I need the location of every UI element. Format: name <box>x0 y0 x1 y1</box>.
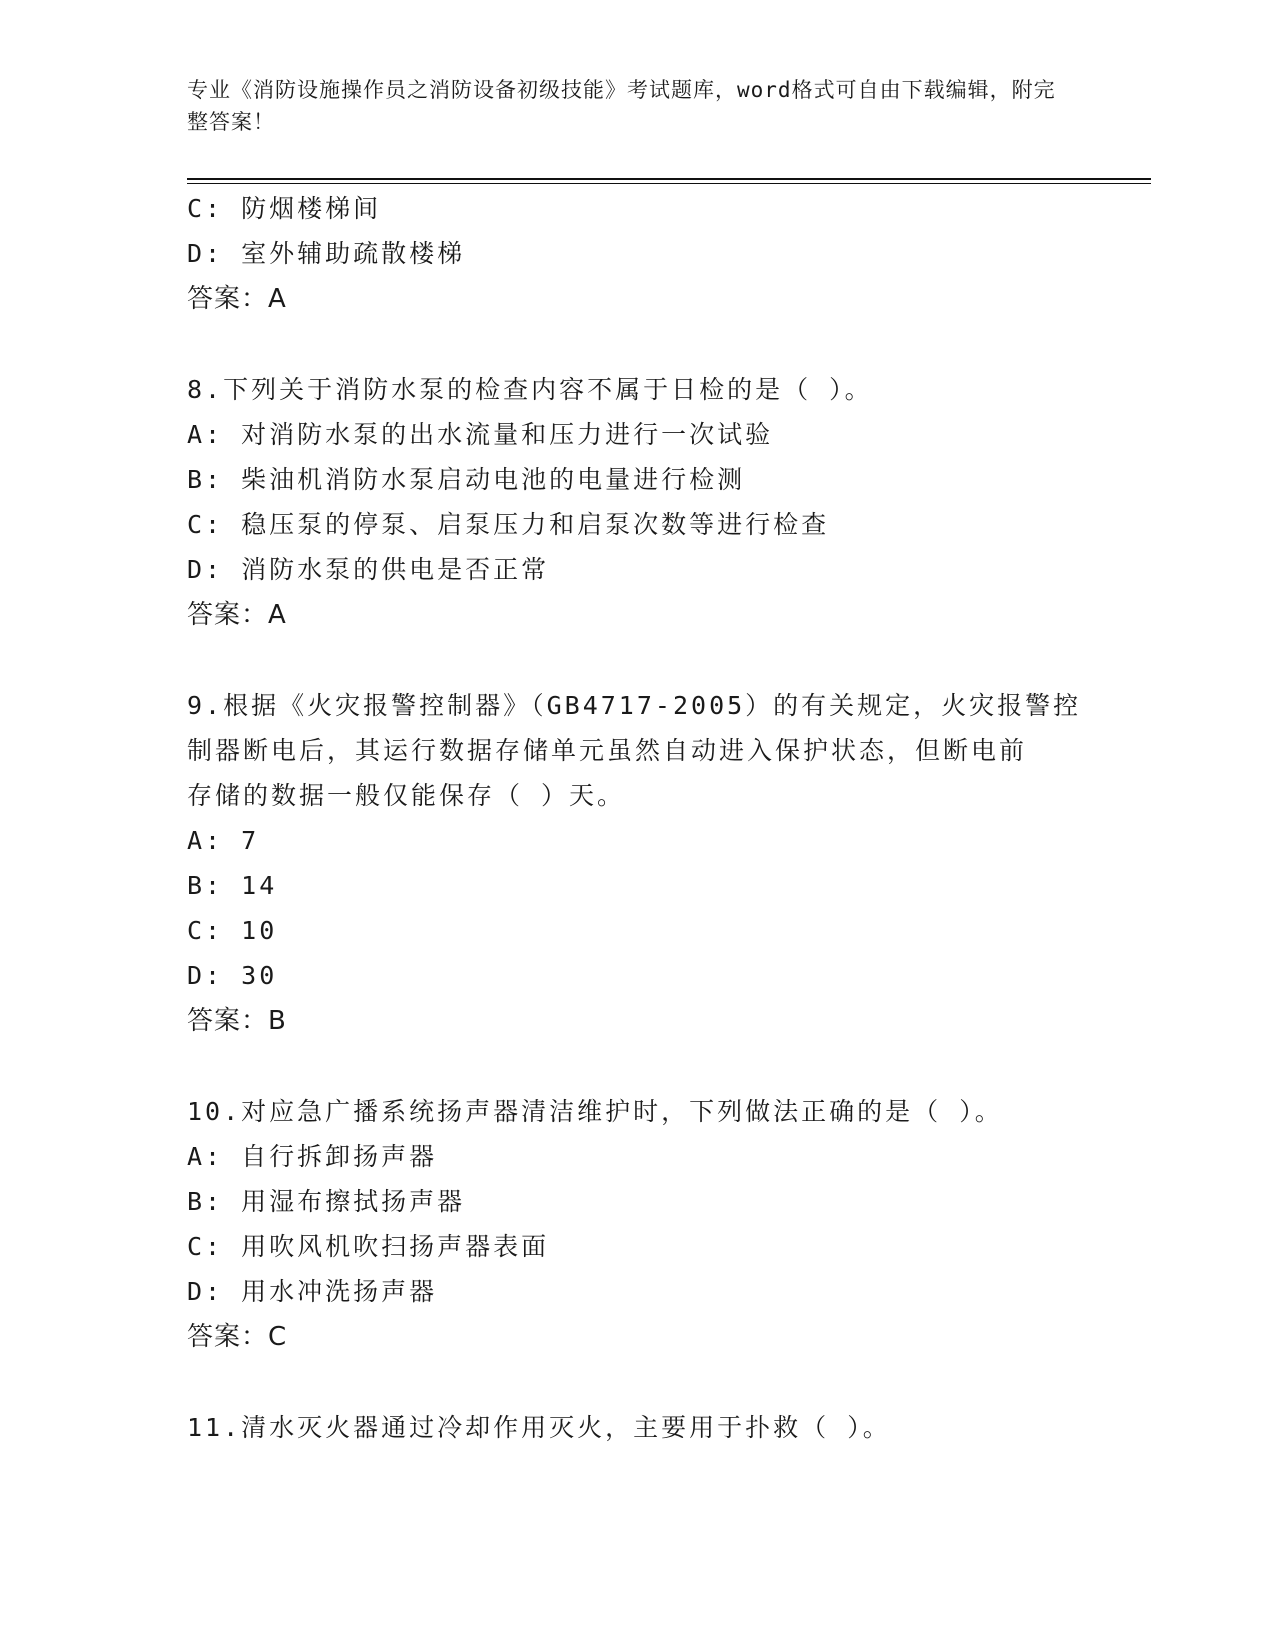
q8-option-a: A: 对消防水泵的出水流量和压力进行一次试验 <box>187 420 774 449</box>
q9-option-a: A: 7 <box>187 826 260 855</box>
q8-stem: 8.下列关于消防水泵的检查内容不属于日检的是（ ）。 <box>187 375 873 404</box>
q9-stem-line-3: 存储的数据一般仅能保存（ ）天。 <box>187 781 626 810</box>
q10-stem: 10.对应急广播系统扬声器清洁维护时，下列做法正确的是（ ）。 <box>187 1097 1003 1126</box>
q7-option-d: D: 室外辅助疏散楼梯 <box>187 239 466 268</box>
q8-option-b: B: 柴油机消防水泵启动电池的电量进行检测 <box>187 465 746 494</box>
header-divider-thick <box>187 178 1151 180</box>
q10-option-c: C: 用吹风机吹扫扬声器表面 <box>187 1232 550 1261</box>
q8-option-c: C: 稳压泵的停泵、启泵压力和启泵次数等进行检查 <box>187 510 830 539</box>
q9-option-d: D: 30 <box>187 961 278 990</box>
q8-option-d: D: 消防水泵的供电是否正常 <box>187 555 550 584</box>
document-header: 专业《消防设施操作员之消防设备初级技能》考试题库，word格式可自由下载编辑，附完整答案！ <box>187 78 1056 134</box>
q9-option-b: B: 14 <box>187 871 278 900</box>
q9-answer: 答案：B <box>187 1006 287 1036</box>
q10-option-d: D: 用水冲洗扬声器 <box>187 1277 438 1306</box>
q10-option-a: A: 自行拆卸扬声器 <box>187 1142 438 1171</box>
q10-option-b: B: 用湿布擦拭扬声器 <box>187 1187 466 1216</box>
q11-stem: 11.清水灭火器通过冷却作用灭火，主要用于扑救（ ）。 <box>187 1413 891 1442</box>
q7-option-c: C: 防烟楼梯间 <box>187 194 382 223</box>
header-divider-thin <box>187 183 1151 184</box>
q10-answer: 答案：C <box>187 1322 288 1352</box>
q9-stem-line-1: 9.根据《火灾报警控制器》（GB4717-2005）的有关规定，火灾报警控 <box>187 691 1082 720</box>
q8-answer: 答案：A <box>187 600 287 630</box>
q7-answer: 答案：A <box>187 284 287 314</box>
q9-stem-line-2: 制器断电后，其运行数据存储单元虽然自动进入保护状态，但断电前 <box>187 736 1028 765</box>
q9-option-c: C: 10 <box>187 916 278 945</box>
